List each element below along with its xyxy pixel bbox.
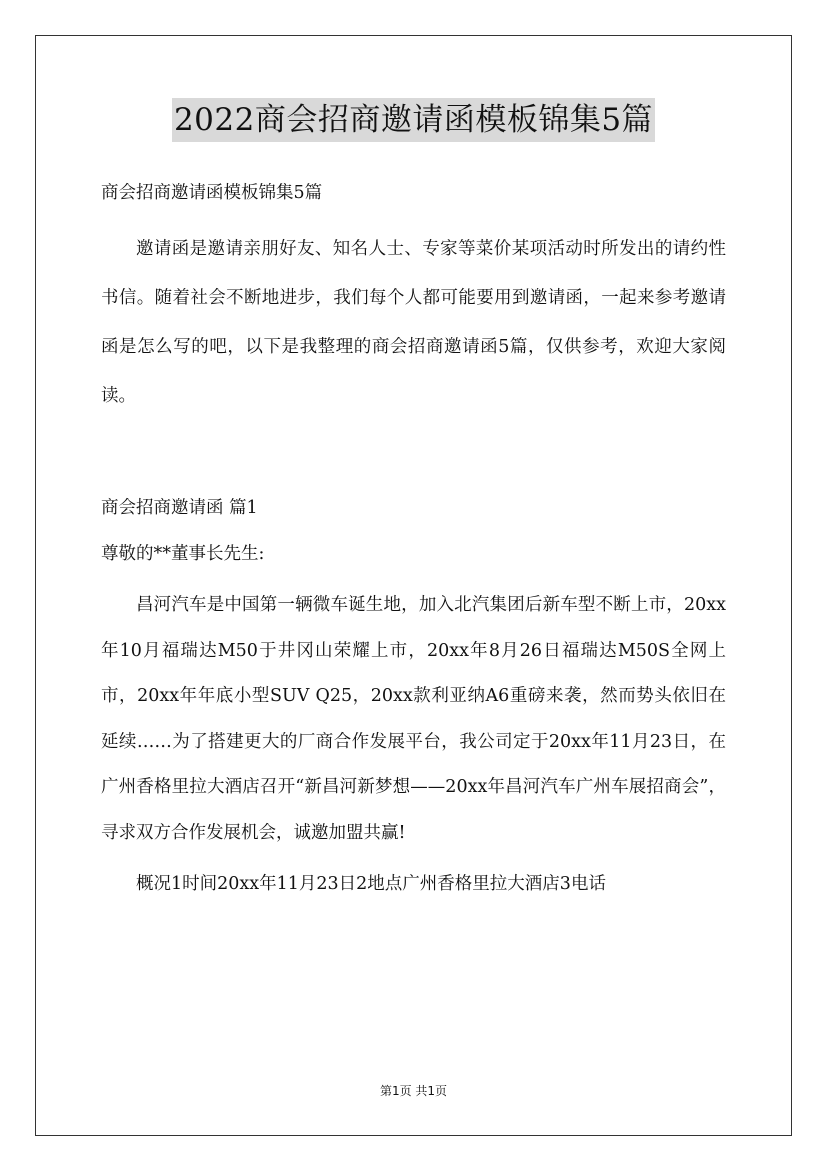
page-footer: 第1页 共1页 [379,1084,448,1098]
document-title: 2022商会招商邀请函模板锦集5篇 [172,98,655,142]
blank-space [101,421,726,487]
document-subtitle: 商会招商邀请函模板锦集5篇 [101,183,323,203]
body-paragraph: 昌河汽车是中国第一辆微车诞生地，加入北汽集团后新车型不断上市，20xx年10月福瑞达M50于井冈山荣耀上市，20xx年8月26日福瑞达M50S全网上市，20xx年年底小型SUV Q25，20xx款利亚纳A6重磅来袭，然而势头依旧在延续……为了搭建更大的厂商合作发展平台，我公司定于20xx年11月23日，在广州香格里拉大酒店召开“新昌河新梦想——20xx年昌河汽车广州车展招商会”，寻求双方合作发展机会，诚邀加盟共赢! [101,595,726,843]
salutation: 尊敬的**董事长先生: [101,544,265,564]
intro-paragraph: 邀请函是邀请亲朋好友、知名人士、专家等菜价某项活动时所发出的请约性书信。随着社会不断地进步，我们每个人都可能要用到邀请函，一起来参考邀请函是怎么写的吧，以下是我整理的商会招商邀请函5篇，仅供参考，欢迎大家阅读。 [101,239,726,406]
section-heading: 商会招商邀请函 篇1 [101,498,258,518]
title-area [0,98,827,142]
overview-line: 概况1时间20xx年11月23日2地点广州香格里拉大酒店3电话 [136,874,606,894]
document-body [101,172,726,908]
